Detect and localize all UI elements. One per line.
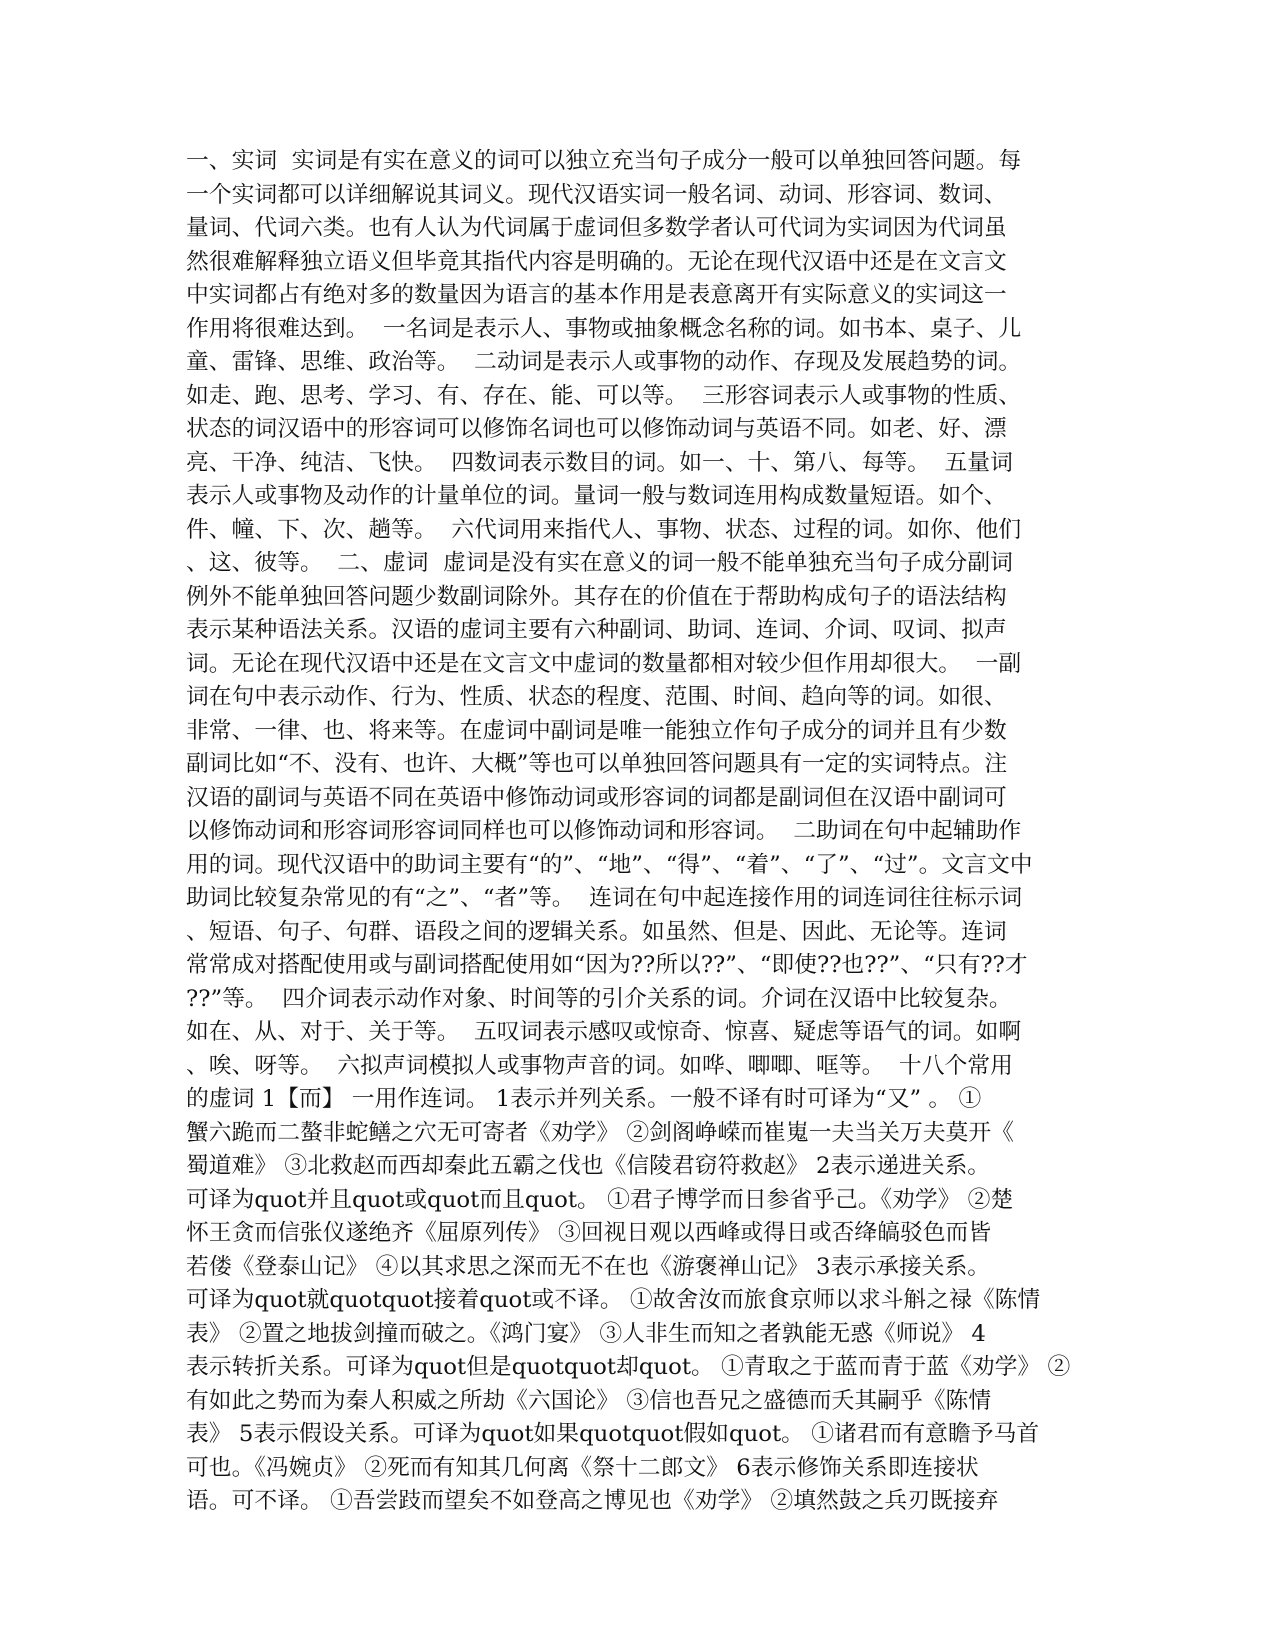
text-line: 量词、代词六类。也有人认为代词属于虚词但多数学者认可代词为实词因为代词虽 xyxy=(186,215,1007,241)
text-line: 有如此之势而为秦人积威之所劫《六国论》 ③信也吾兄之盛德而夭其嗣乎《陈情 xyxy=(186,1387,992,1414)
text-line: 状态的词汉语中的形容词可以修饰名词也可以修饰动词与英语不同。如老、好、漂 xyxy=(186,416,1007,442)
text-line: 童、雷锋、思维、政治等。 二动词是表示人或事物的动作、存现及发展趋势的词。 xyxy=(186,349,1022,375)
text-line: 的虚词 1【而】 一用作连词。 1表示并列关系。一般不译有时可译为“又” 。 ① xyxy=(186,1086,982,1112)
text-line: 可译为quot并且quot或quot而且quot。 ①君子博学而日参省乎己。《劝学》 ②楚 xyxy=(186,1186,1014,1213)
text-line: 蟹六跪而二螯非蛇鳝之穴无可寄者《劝学》 ②剑阁峥嵘而崔嵬一夫当关万夫莫开《 xyxy=(186,1119,1014,1146)
text-line: 表》 5表示假设关系。可译为quot如果quotquot假如quot。 ①诸君而有意瞻予马首 xyxy=(186,1421,1040,1447)
text-line: 助词比较复杂常见的有“之”、“者”等。 连词在句中起连接作用的词连词往往标示词 xyxy=(186,885,1023,911)
text-line: 可译为quot就quotquot接着quot或不译。 ①故舍汝而旅食京师以求斗斛之禄《陈情 xyxy=(186,1287,1041,1313)
text-line: 作用将很难达到。 一名词是表示人、事物或抽象概念名称的词。如书本、桌子、儿 xyxy=(186,315,1022,342)
text-line: 词。无论在现代汉语中还是在文言文中虚词的数量都相对较少但作用却很大。 一副 xyxy=(186,650,1022,677)
text-line: 表示转折关系。可译为quot但是quotquot却quot。 ①青取之于蓝而青于蓝《劝学》 ② xyxy=(186,1354,1071,1380)
body-text xyxy=(186,145,1086,1519)
text-line: 中实词都占有绝对多的数量因为语言的基本作用是表意离开有实际意义的实词这一 xyxy=(186,282,1007,308)
text-line: 如走、跑、思考、学习、有、存在、能、可以等。 三形容词表示人或事物的性质、 xyxy=(186,382,1022,409)
text-line: 用的词。现代汉语中的助词主要有“的”、“地”、“得”、“着”、“了”、“过”。文言文中 xyxy=(186,851,1033,878)
text-line: 副词比如“不、没有、也许、大概”等也可以单独回答问题具有一定的实词特点。注 xyxy=(186,751,1008,777)
text-line: 词在句中表示动作、行为、性质、状态的程度、范围、时间、趋向等的词。如很、 xyxy=(186,684,1007,710)
text-line: 可也。《冯婉贞》 ②死而有知其几何离《祭十二郎文》 6表示修饰关系即连接状 xyxy=(186,1454,979,1481)
text-line: 例外不能单独回答问题少数副词除外。其存在的价值在于帮助构成句子的语法结构 xyxy=(186,583,1007,610)
text-line: 表》 ②置之地拔剑撞而破之。《鸿门宴》 ③人非生而知之者孰能无惑《师说》 4 xyxy=(186,1320,986,1347)
text-line: 汉语的副词与英语不同在英语中修饰动词或形容词的词都是副词但在汉语中副词可 xyxy=(186,784,1007,811)
text-line: 如在、从、对于、关于等。 五叹词表示感叹或惊奇、惊喜、疑虑等语气的词。如啊 xyxy=(186,1019,1022,1045)
text-line: 蜀道难》 ③北救赵而西却秦此五霸之伐也《信陵君窃符救赵》 2表示递进关系。 xyxy=(186,1153,991,1179)
text-line: 、这、彼等。 二、虚词 虚词是没有实在意义的词一般不能单独充当句子成分副词 xyxy=(186,550,1013,576)
text-line: ??”等。 四介词表示动作对象、时间等的引介关系的词。介词在汉语中比较复杂。 xyxy=(186,985,1012,1012)
text-line: 件、幢、下、次、趟等。 六代词用来指代人、事物、状态、过程的词。如你、他们 xyxy=(186,516,1022,543)
text-line: 以修饰动词和形容词形容词同样也可以修饰动词和形容词。 二助词在句中起辅助作 xyxy=(186,818,1022,844)
text-line: 、唉、呀等。 六拟声词模拟人或事物声音的词。如哗、唧唧、哐等。 十八个常用 xyxy=(186,1052,1013,1079)
text-line: 然很难解释独立语义但毕竟其指代内容是明确的。无论在现代汉语中还是在文言文 xyxy=(186,248,1007,275)
text-line: 若偻《登泰山记》 ④以其求思之深而无不在也《游褒禅山记》 3表示承接关系。 xyxy=(186,1253,991,1280)
text-line: 表示某种语法关系。汉语的虚词主要有六种副词、助词、连词、介词、叹词、拟声 xyxy=(186,617,1007,643)
text-line: 一、实词 实词是有实在意义的词可以独立充当句子成分一般可以单独回答问题。每 xyxy=(186,148,1022,174)
text-line: 常常成对搭配使用或与副词搭配使用如“因为??所以??”、“即使??也??”、“只有??才 xyxy=(186,952,1028,978)
text-line: 、短语、句子、句群、语段之间的逻辑关系。如虽然、但是、因此、无论等。连词 xyxy=(186,918,1007,945)
text-line: 一个实词都可以详细解说其词义。现代汉语实词一般名词、动词、形容词、数词、 xyxy=(186,181,1007,208)
text-line: 表示人或事物及动作的计量单位的词。量词一般与数词连用构成数量短语。如个、 xyxy=(186,483,1007,509)
text-line: 语。可不译。 ①吾尝跂而望矣不如登高之博见也《劝学》 ②填然鼓之兵刃既接弃 xyxy=(186,1488,999,1514)
text-line: 怀王贪而信张仪遂绝齐《屈原列传》 ③回视日观以西峰或得日或否绛皜驳色而皆 xyxy=(186,1220,992,1246)
text-line: 亮、干净、纯洁、飞快。 四数词表示数目的词。如一、十、第八、每等。 五量词 xyxy=(186,449,1013,476)
text-line: 非常、一律、也、将来等。在虚词中副词是唯一能独立作句子成分的词并且有少数 xyxy=(186,717,1007,744)
